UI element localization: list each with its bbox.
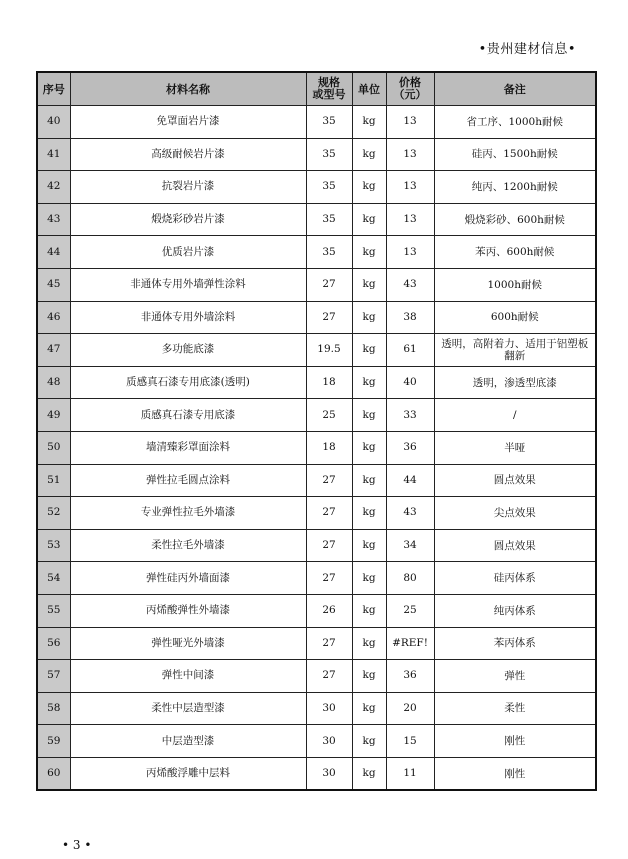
price-cell: 15 bbox=[386, 725, 434, 758]
spec-cell: 35 bbox=[306, 106, 352, 139]
material-name-cell: 弹性拉毛圆点涂料 bbox=[70, 464, 306, 497]
material-name-cell: 质感真石漆专用底漆 bbox=[70, 399, 306, 432]
table-row bbox=[37, 692, 596, 725]
column-header-remarks: 备注 bbox=[434, 72, 596, 106]
index-cell: 60 bbox=[37, 757, 70, 790]
remarks-cell: 硅丙体系 bbox=[434, 562, 596, 595]
page-number: • 3 • bbox=[62, 838, 92, 852]
table-body bbox=[37, 106, 596, 791]
price-cell: 38 bbox=[386, 301, 434, 334]
spec-cell: 35 bbox=[306, 203, 352, 236]
unit-cell: kg bbox=[352, 497, 386, 530]
price-cell: 36 bbox=[386, 660, 434, 693]
material-name-cell: 优质岩片漆 bbox=[70, 236, 306, 269]
spec-cell: 35 bbox=[306, 236, 352, 269]
material-name-cell: 多功能底漆 bbox=[70, 334, 306, 367]
unit-cell: kg bbox=[352, 431, 386, 464]
price-cell: 36 bbox=[386, 431, 434, 464]
material-name-cell: 弹性哑光外墙漆 bbox=[70, 627, 306, 660]
spec-cell: 30 bbox=[306, 757, 352, 790]
remarks-cell: 硅丙、1500h耐候 bbox=[434, 138, 596, 171]
material-name-cell: 弹性中间漆 bbox=[70, 660, 306, 693]
spec-cell: 18 bbox=[306, 431, 352, 464]
material-name-cell: 专业弹性拉毛外墙漆 bbox=[70, 497, 306, 530]
price-cell: 80 bbox=[386, 562, 434, 595]
remarks-cell: 纯丙体系 bbox=[434, 594, 596, 627]
price-cell: 11 bbox=[386, 757, 434, 790]
price-cell: 33 bbox=[386, 399, 434, 432]
price-cell: 61 bbox=[386, 334, 434, 367]
spec-cell: 30 bbox=[306, 725, 352, 758]
index-cell: 52 bbox=[37, 497, 70, 530]
unit-cell: kg bbox=[352, 203, 386, 236]
table-row bbox=[37, 138, 596, 171]
index-cell: 49 bbox=[37, 399, 70, 432]
unit-cell: kg bbox=[352, 562, 386, 595]
index-cell: 56 bbox=[37, 627, 70, 660]
spec-cell: 27 bbox=[306, 627, 352, 660]
material-name-cell: 弹性硅丙外墙面漆 bbox=[70, 562, 306, 595]
unit-cell: kg bbox=[352, 301, 386, 334]
price-cell: 40 bbox=[386, 366, 434, 399]
index-cell: 46 bbox=[37, 301, 70, 334]
index-cell: 51 bbox=[37, 464, 70, 497]
table-row bbox=[37, 203, 596, 236]
unit-cell: kg bbox=[352, 660, 386, 693]
material-name-cell: 非通体专用外墙弹性涂料 bbox=[70, 268, 306, 301]
index-cell: 53 bbox=[37, 529, 70, 562]
price-cell: 13 bbox=[386, 203, 434, 236]
price-cell: 43 bbox=[386, 268, 434, 301]
price-cell: 25 bbox=[386, 594, 434, 627]
price-cell: 13 bbox=[386, 106, 434, 139]
remarks-cell: 半哑 bbox=[434, 431, 596, 464]
column-header-price: 价格 （元） bbox=[386, 72, 434, 106]
index-cell: 47 bbox=[37, 334, 70, 367]
table-row bbox=[37, 171, 596, 204]
index-cell: 48 bbox=[37, 366, 70, 399]
index-cell: 45 bbox=[37, 268, 70, 301]
unit-cell: kg bbox=[352, 725, 386, 758]
remarks-cell: 纯丙、1200h耐候 bbox=[434, 171, 596, 204]
table-row bbox=[37, 627, 596, 660]
index-cell: 57 bbox=[37, 660, 70, 693]
price-cell: 43 bbox=[386, 497, 434, 530]
column-header-unit: 单位 bbox=[352, 72, 386, 106]
spec-cell: 27 bbox=[306, 301, 352, 334]
table-row bbox=[37, 106, 596, 139]
remarks-cell: 尖点效果 bbox=[434, 497, 596, 530]
table-row bbox=[37, 464, 596, 497]
remarks-cell: 透明，高附着力、适用于铝塑板翻新 bbox=[434, 334, 596, 367]
spec-cell: 27 bbox=[306, 660, 352, 693]
price-cell: #REF! bbox=[386, 627, 434, 660]
material-name-cell: 柔性拉毛外墙漆 bbox=[70, 529, 306, 562]
publication-header: •贵州建材信息• bbox=[478, 42, 576, 57]
material-name-cell: 丙烯酸弹性外墙漆 bbox=[70, 594, 306, 627]
remarks-cell: 600h耐候 bbox=[434, 301, 596, 334]
spec-cell: 18 bbox=[306, 366, 352, 399]
table-row bbox=[37, 431, 596, 464]
material-name-cell: 免罩面岩片漆 bbox=[70, 106, 306, 139]
unit-cell: kg bbox=[352, 138, 386, 171]
table-header-row bbox=[37, 72, 596, 106]
unit-cell: kg bbox=[352, 106, 386, 139]
column-header-material-name: 材料名称 bbox=[70, 72, 306, 106]
remarks-cell: 圆点效果 bbox=[434, 464, 596, 497]
unit-cell: kg bbox=[352, 464, 386, 497]
index-cell: 40 bbox=[37, 106, 70, 139]
remarks-cell: 刚性 bbox=[434, 725, 596, 758]
table-row bbox=[37, 236, 596, 269]
unit-cell: kg bbox=[352, 757, 386, 790]
remarks-cell: 圆点效果 bbox=[434, 529, 596, 562]
price-cell: 13 bbox=[386, 236, 434, 269]
unit-cell: kg bbox=[352, 594, 386, 627]
unit-cell: kg bbox=[352, 366, 386, 399]
material-price-table bbox=[36, 71, 597, 791]
index-cell: 50 bbox=[37, 431, 70, 464]
index-cell: 42 bbox=[37, 171, 70, 204]
price-cell: 44 bbox=[386, 464, 434, 497]
spec-cell: 19.5 bbox=[306, 334, 352, 367]
unit-cell: kg bbox=[352, 171, 386, 204]
unit-cell: kg bbox=[352, 627, 386, 660]
table-row bbox=[37, 562, 596, 595]
price-cell: 34 bbox=[386, 529, 434, 562]
material-name-cell: 质感真石漆专用底漆(透明) bbox=[70, 366, 306, 399]
table-row bbox=[37, 366, 596, 399]
table-row bbox=[37, 529, 596, 562]
table-row bbox=[37, 594, 596, 627]
unit-cell: kg bbox=[352, 334, 386, 367]
spec-cell: 27 bbox=[306, 464, 352, 497]
spec-cell: 35 bbox=[306, 171, 352, 204]
table-row bbox=[37, 399, 596, 432]
price-cell: 13 bbox=[386, 171, 434, 204]
remarks-cell: 省工序、1000h耐候 bbox=[434, 106, 596, 139]
remarks-cell: 透明，渗透型底漆 bbox=[434, 366, 596, 399]
index-cell: 59 bbox=[37, 725, 70, 758]
remarks-cell: 刚性 bbox=[434, 757, 596, 790]
material-name-cell: 高级耐候岩片漆 bbox=[70, 138, 306, 171]
spec-cell: 27 bbox=[306, 562, 352, 595]
spec-cell: 27 bbox=[306, 497, 352, 530]
unit-cell: kg bbox=[352, 399, 386, 432]
unit-cell: kg bbox=[352, 236, 386, 269]
index-cell: 41 bbox=[37, 138, 70, 171]
spec-cell: 26 bbox=[306, 594, 352, 627]
remarks-cell: 煅烧彩砂、600h耐候 bbox=[434, 203, 596, 236]
price-cell: 13 bbox=[386, 138, 434, 171]
material-name-cell: 煅烧彩砂岩片漆 bbox=[70, 203, 306, 236]
material-name-cell: 抗裂岩片漆 bbox=[70, 171, 306, 204]
spec-cell: 35 bbox=[306, 138, 352, 171]
material-name-cell: 柔性中层造型漆 bbox=[70, 692, 306, 725]
table-row bbox=[37, 757, 596, 790]
unit-cell: kg bbox=[352, 529, 386, 562]
remarks-cell: 柔性 bbox=[434, 692, 596, 725]
table-row bbox=[37, 497, 596, 530]
remarks-cell: 苯丙体系 bbox=[434, 627, 596, 660]
unit-cell: kg bbox=[352, 692, 386, 725]
index-cell: 44 bbox=[37, 236, 70, 269]
spec-cell: 30 bbox=[306, 692, 352, 725]
table-row bbox=[37, 268, 596, 301]
index-cell: 43 bbox=[37, 203, 70, 236]
index-cell: 58 bbox=[37, 692, 70, 725]
remarks-cell: 弹性 bbox=[434, 660, 596, 693]
price-cell: 20 bbox=[386, 692, 434, 725]
unit-cell: kg bbox=[352, 268, 386, 301]
remarks-cell: 1000h耐候 bbox=[434, 268, 596, 301]
spec-cell: 25 bbox=[306, 399, 352, 432]
index-cell: 55 bbox=[37, 594, 70, 627]
remarks-cell: / bbox=[434, 399, 596, 432]
remarks-cell: 苯丙、600h耐候 bbox=[434, 236, 596, 269]
column-header-spec: 规格 或型号 bbox=[306, 72, 352, 106]
spec-cell: 27 bbox=[306, 268, 352, 301]
material-name-cell: 墙清臻彩罩面涂料 bbox=[70, 431, 306, 464]
material-name-cell: 非通体专用外墙涂料 bbox=[70, 301, 306, 334]
table-row bbox=[37, 660, 596, 693]
spec-cell: 27 bbox=[306, 529, 352, 562]
table-row bbox=[37, 301, 596, 334]
column-header-index: 序号 bbox=[37, 72, 70, 106]
table-row bbox=[37, 725, 596, 758]
index-cell: 54 bbox=[37, 562, 70, 595]
material-name-cell: 中层造型漆 bbox=[70, 725, 306, 758]
material-name-cell: 丙烯酸浮雕中层料 bbox=[70, 757, 306, 790]
table-row bbox=[37, 334, 596, 367]
